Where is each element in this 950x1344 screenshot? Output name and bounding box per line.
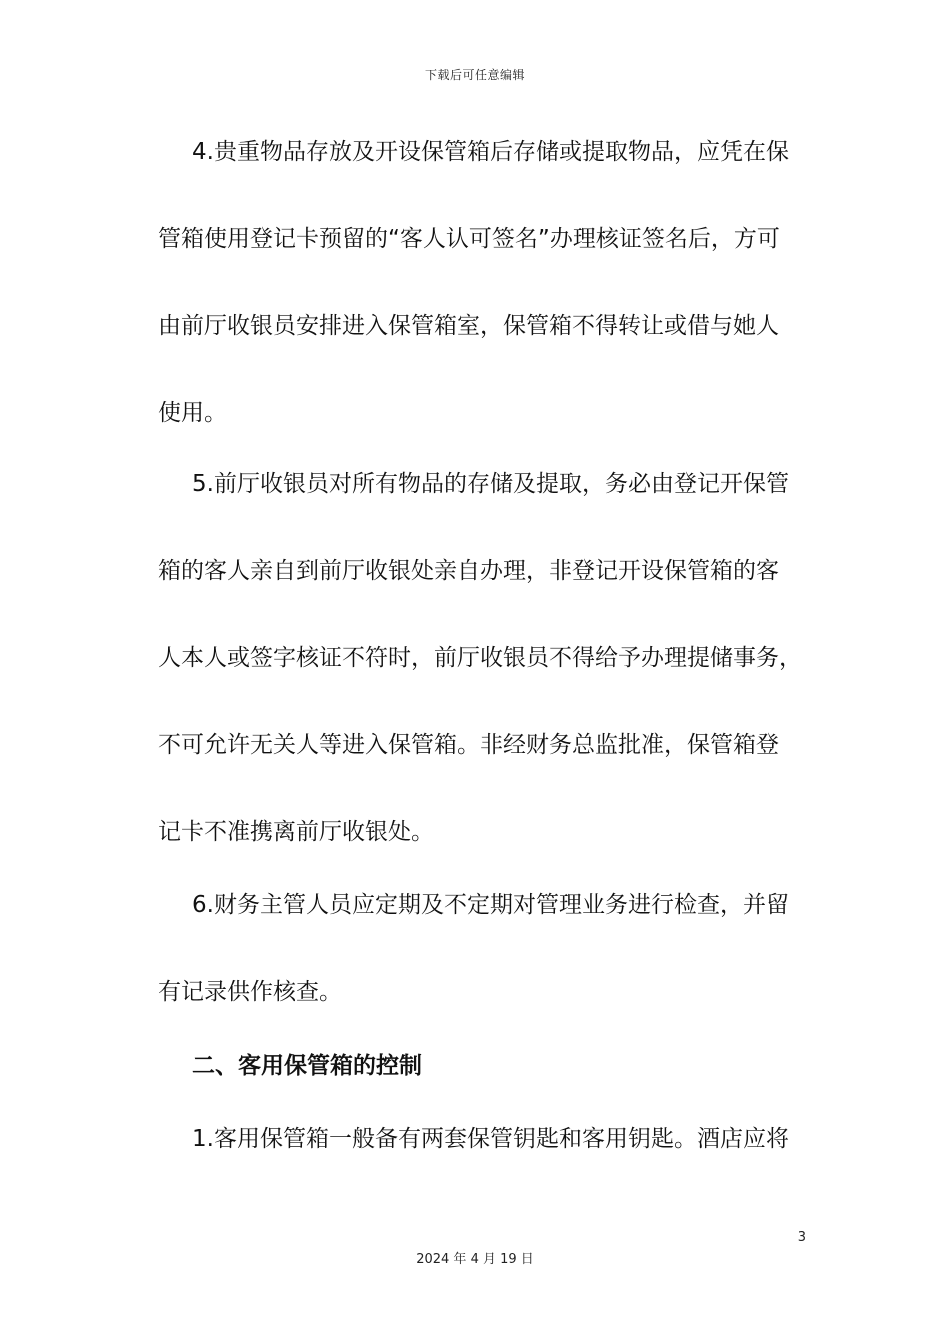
paragraph-line: 5.前厅收银员对所有物品的存储及提取，务必由登记开保管 xyxy=(192,471,789,497)
footer-date: 2024 年 4 月 19 日 xyxy=(416,1252,534,1267)
paragraph-line: 有记录供作核查。 xyxy=(158,979,342,1005)
paragraph-line: 6.财务主管人员应定期及不定期对管理业务进行检查，并留 xyxy=(192,892,789,918)
page-number: 3 xyxy=(797,1230,806,1245)
paragraph-line: 使用。 xyxy=(158,400,227,426)
paragraph-line: 由前厅收银员安排进入保管箱室，保管箱不得转让或借与她人 xyxy=(158,313,779,339)
paragraph-line: 1.客用保管箱一般备有两套保管钥匙和客用钥匙。酒店应将 xyxy=(192,1126,789,1152)
paragraph-line: 人本人或签字核证不符时，前厅收银员不得给予办理提储事务， xyxy=(158,645,802,671)
paragraph-line: 箱的客人亲自到前厅收银处亲自办理，非登记开设保管箱的客 xyxy=(158,558,779,584)
paragraph-line: 不可允许无关人等进入保管箱。非经财务总监批准，保管箱登 xyxy=(158,732,779,758)
paragraph-line: 记卡不准携离前厅收银处。 xyxy=(158,819,434,845)
paragraph-line: 管箱使用登记卡预留的“客人认可签名”办理核证签名后，方可 xyxy=(158,226,780,252)
header-note: 下载后可任意编辑 xyxy=(424,68,525,82)
section-heading: 二、客用保管箱的控制 xyxy=(192,1053,422,1079)
paragraph-line: 4.贵重物品存放及开设保管箱后存储或提取物品，应凭在保 xyxy=(192,139,789,165)
